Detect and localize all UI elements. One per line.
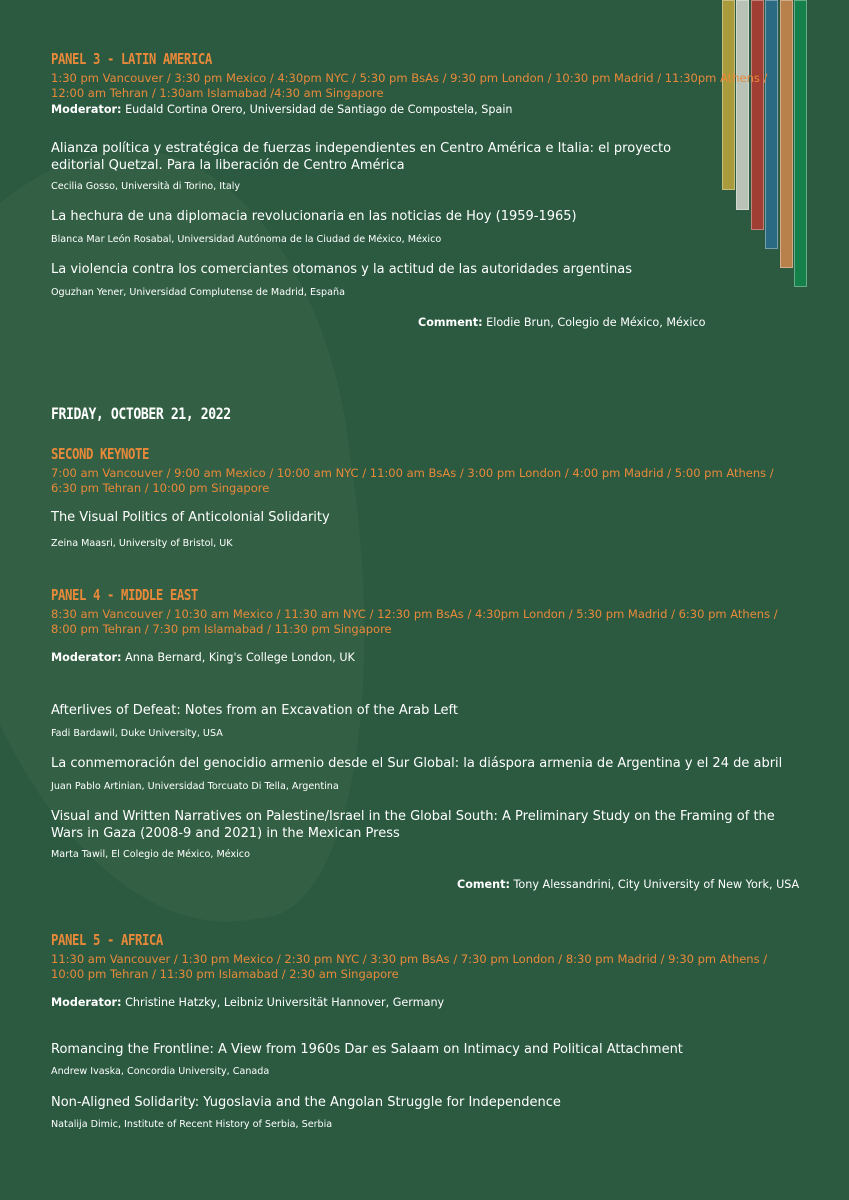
talk-author: Oguzhan Yener, Universidad Complutense de Madrid, España <box>51 287 345 298</box>
talk-title: Non-Aligned Solidarity: Yugoslavia and the Angolan Struggle for Independence <box>51 1095 561 1110</box>
talk-title: Visual and Written Narratives on Palestine/Israel in the Global South: A Preliminary Study on the Framing of the Wars in Gaza (2008-9 and 2021) in the Mexican Press <box>51 809 775 841</box>
panel5-title: PANEL 5 - AFRICA <box>51 931 163 949</box>
talk-title: La hechura de una diplomacia revolucionaria en las noticias de Hoy (1959-1965) <box>51 209 577 224</box>
moderator-label: Moderator: <box>51 651 122 664</box>
comment-label: Coment: <box>457 878 510 891</box>
moderator-label: Moderator: <box>51 996 122 1009</box>
keynote-talk-title: The Visual Politics of Anticolonial Solidarity <box>51 510 330 525</box>
decorative-stripes <box>722 0 810 290</box>
panel5-moderator <box>51 995 444 1010</box>
talk-title: Alianza política y estratégica de fuerzas independientes en Centro América e Italia: el proyecto editorial Quetzal. Para la liberación de Centro América <box>51 141 672 173</box>
moderator-name: Eudald Cortina Orero, Universidad de Santiago de Compostela, Spain <box>125 103 513 116</box>
talk-author: Juan Pablo Artinian, Universidad Torcuato Di Tella, Argentina <box>51 781 339 792</box>
keynote-times: 7:00 am Vancouver / 9:00 am Mexico / 10:00 am NYC / 11:00 am BsAs / 3:00 pm London / 4:00 pm Madrid / 5:00 pm Athens / 6:30 pm Tehran / 10:00 pm Singapore <box>51 466 774 495</box>
stripe-tan <box>780 0 793 268</box>
panel3-moderator <box>51 102 513 117</box>
panel3-comment <box>418 315 705 330</box>
talk-title: Afterlives of Defeat: Notes from an Excavation of the Arab Left <box>51 703 458 718</box>
stripe-red <box>751 0 764 230</box>
talk-author: Natalija Dimic, Institute of Recent History of Serbia, Serbia <box>51 1119 333 1130</box>
panel4-times: 8:30 am Vancouver / 10:30 am Mexico / 11:30 am NYC / 12:30 pm BsAs / 4:30pm London / 5:30 pm Madrid / 6:30 pm Athens / 8:00 pm Tehran / 7:30 pm Islamabad / 11:30 pm Singapore <box>51 607 778 636</box>
comment-label: Comment: <box>418 316 483 329</box>
panel5-times: 11:30 am Vancouver / 1:30 pm Mexico / 2:30 pm NYC / 3:30 pm BsAs / 7:30 pm London / 8:30 pm Madrid / 9:30 pm Athens / 10:00 pm Tehran / 11:30 pm Islamabad / 2:30 am Singapore <box>51 952 768 981</box>
panel3-title: PANEL 3 - LATIN AMERICA <box>51 50 212 68</box>
day-heading: FRIDAY, OCTOBER 21, 2022 <box>51 404 231 423</box>
talk-author: Marta Tawil, El Colegio de México, México <box>51 849 250 860</box>
talk-title: La conmemoración del genocidio armenio desde el Sur Global: la diáspora armenia de Argentina y el 24 de abril <box>51 756 783 771</box>
stripe-grey <box>736 0 749 210</box>
panel4-title: PANEL 4 - MIDDLE EAST <box>51 586 198 604</box>
talk-title: La violencia contra los comerciantes otomanos y la actitud de las autoridades argentinas <box>51 262 632 277</box>
talk-author: Fadi Bardawil, Duke University, USA <box>51 728 223 739</box>
talk-title: Romancing the Frontline: A View from 1960s Dar es Salaam on Intimacy and Political Attachment <box>51 1042 683 1057</box>
talk-author: Andrew Ivaska, Concordia University, Canada <box>51 1066 270 1077</box>
keynote-author: Zeina Maasri, University of Bristol, UK <box>51 538 233 549</box>
talk-author: Blanca Mar León Rosabal, Universidad Autónoma de la Ciudad de México, México <box>51 234 442 245</box>
comment-name: Tony Alessandrini, City University of New York, USA <box>513 878 800 891</box>
stripe-green <box>794 0 807 287</box>
talk-author: Cecilia Gosso, Università di Torino, Italy <box>51 181 241 192</box>
panel4-comment <box>457 877 799 892</box>
panel3-times: 1:30 pm Vancouver / 3:30 pm Mexico / 4:30pm NYC / 5:30 pm BsAs / 9:30 pm London / 10:30 pm Madrid / 11:30pm Athens / 12:00 am Tehran / 1:30am Islamabad /4:30 am Singapore <box>51 71 768 100</box>
moderator-label: Moderator: <box>51 103 122 116</box>
moderator-name: Anna Bernard, King's College London, UK <box>125 651 355 664</box>
moderator-name: Christine Hatzky, Leibniz Universität Hannover, Germany <box>125 996 445 1009</box>
keynote-title: SECOND KEYNOTE <box>51 445 149 463</box>
panel4-moderator <box>51 650 355 665</box>
comment-name: Elodie Brun, Colegio de México, México <box>486 316 706 329</box>
